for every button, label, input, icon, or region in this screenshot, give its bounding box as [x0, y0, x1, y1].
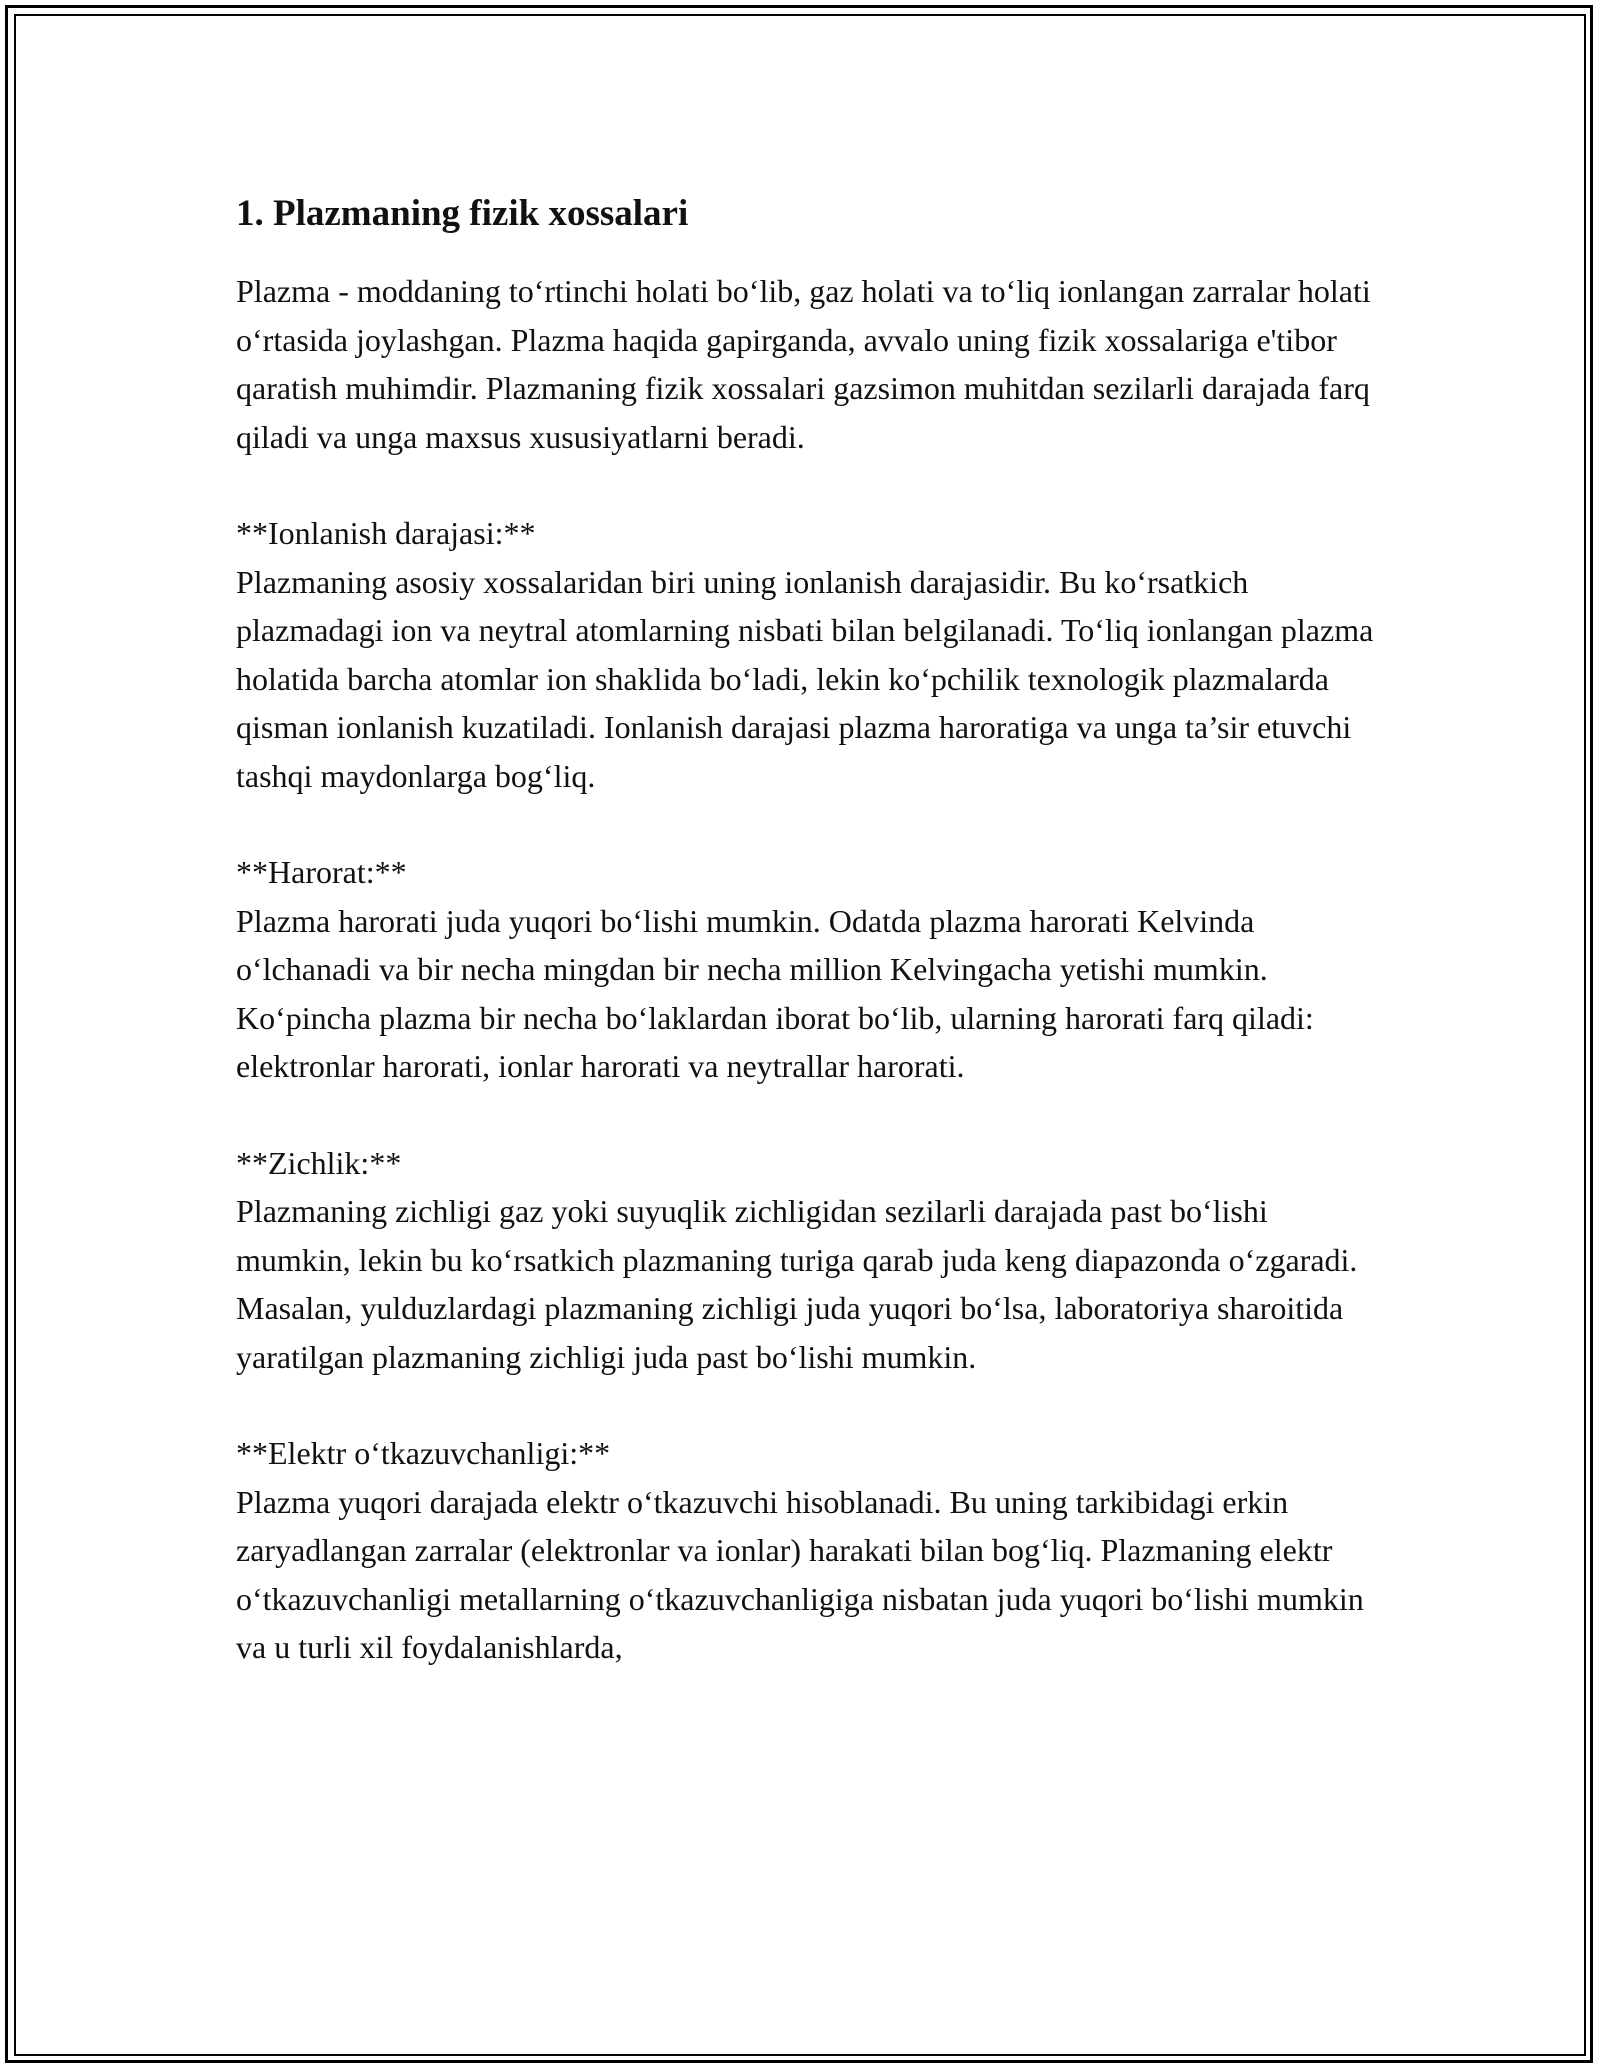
- section-heading: **Harorat:**: [236, 854, 407, 890]
- section-paragraph: Plazma harorati juda yuqori bo‘lishi mumkin. Odatda plazma harorati Kelvinda o‘lchanadi va bir necha mingdan bir necha million Kelvingacha yetishi mumkin. Ko‘pincha plazma bir necha bo‘laklardan iborat bo‘lib, ularning harorati farq qiladi: elektronlar harorati, ionlar harorati va neytrallar harorati.: [236, 902, 1314, 1084]
- section-paragraph: Plazma yuqori darajada elektr o‘tkazuvchi hisoblanadi. Bu uning tarkibidagi erkin zaryadlangan zarralar (elektronlar va ionlar) harakati bilan bog‘liq. Plazmaning elektr o‘tkazuvchanligi metallarning o‘tkazuvchanligiga nisbatan juda yuqori bo‘lishi mumkin va u turli xil foydalanishlarda,: [236, 1483, 1364, 1665]
- section-paragraph: Plazmaning asosiy xossalaridan biri uning ionlanish darajasidir. Bu ko‘rsatkich plazmadagi ion va neytral atomlarning nisbati bilan belgilanadi. To‘liq ionlangan plazma holatida barcha atomlar ion shaklida bo‘ladi, lekin ko‘pchilik texnologik plazmalarda qisman ionlanish kuzatiladi. Ionlanish darajasi plazma haroratiga va unga ta’sir etuvchi tashqi maydonlarga bog‘liq.: [236, 563, 1374, 794]
- intro-paragraph: Plazma - moddaning to‘rtinchi holati bo‘lib, gaz holati va to‘liq ionlangan zarralar holati o‘rtasida joylashgan. Plazma haqida gapirganda, avvalo uning fizik xossalariga e'tibor qaratish muhimdir. Plazmaning fizik xossalari gazsimon muhitdan sezilarli darajada farq qiladi va unga maxsus xususiyatlarni beradi.: [236, 273, 1371, 455]
- section-heading: **Zichlik:**: [236, 1144, 402, 1181]
- section-heading: **Ionlanish darajasi:**: [236, 515, 536, 551]
- intro-paragraph-block: [236, 267, 1376, 461]
- section-ionization: [236, 509, 1376, 800]
- section-heading: **Elektr o‘tkazuvchanligi:**: [236, 1435, 611, 1471]
- section-paragraph: Plazmaning zichligi gaz yoki suyuqlik zichligidan sezilarli darajada past bo‘lishi mumkin, lekin bu ko‘rsatkich plazmaning turiga qarab juda keng diapazonda o‘zgaradi. Masalan, yulduzlardagi plazmaning zichligi juda yuqori bo‘lsa, laboratoriya sharoitida yaratilgan plazmaning zichligi juda past bo‘lishi mumkin.: [236, 1193, 1358, 1375]
- section-conductivity: [236, 1429, 1376, 1672]
- section-density: [236, 1139, 1376, 1382]
- section-temperature: [236, 848, 1376, 1091]
- document-body: [236, 186, 1376, 1720]
- document-title: 1. Plazmaning fizik xossalari: [236, 193, 689, 234]
